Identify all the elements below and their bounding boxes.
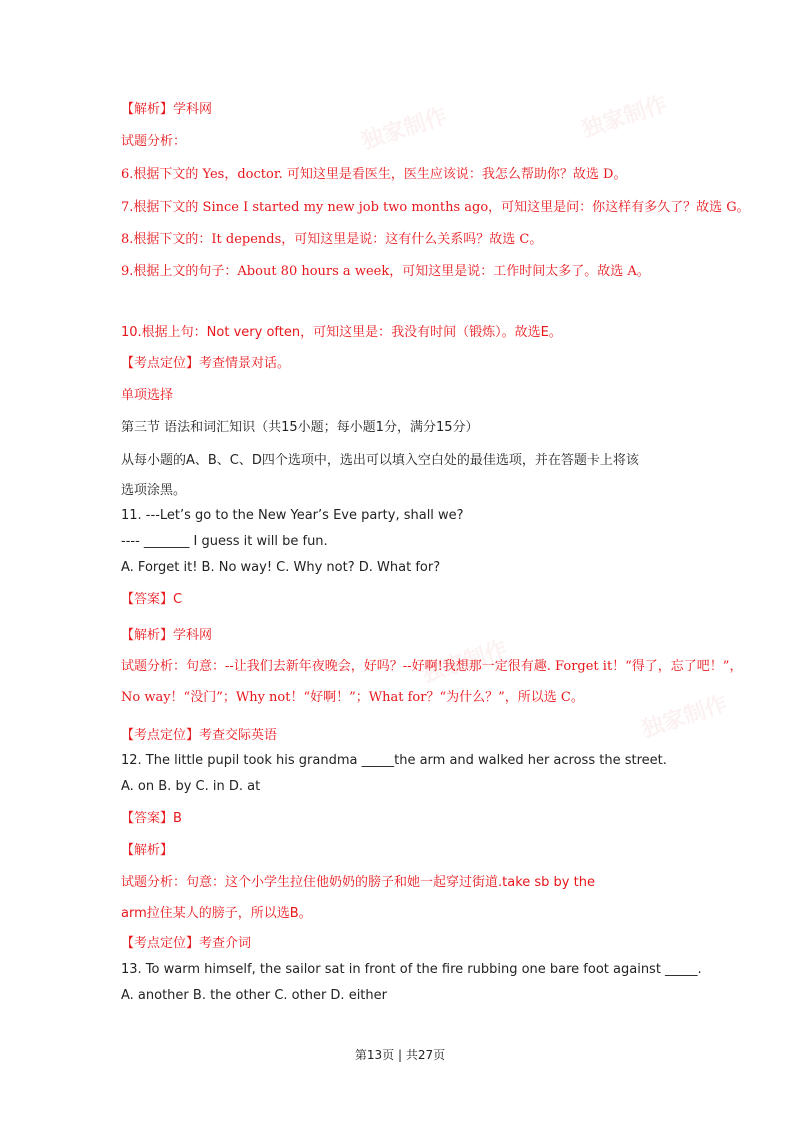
analysis-heading: 【解析】 bbox=[121, 843, 174, 858]
instructions-line-2: 选项涂黑。 bbox=[121, 483, 187, 498]
analysis-12-line-2: arm拉住某人的膀子，所以选B。 bbox=[121, 906, 312, 921]
watermark: 独家制作 bbox=[358, 103, 451, 155]
instructions-line-1: 从每小题的A、B、C、D四个选项中，选出可以填入空白处的最佳选项，并在答题卡上将该 bbox=[121, 453, 639, 468]
analysis-item-10: 10.根据上句：Not very often，可知这里是：我没有时间（锻炼）。故选E。 bbox=[121, 325, 562, 340]
question-11-options: A. Forget it! B. No way! C. Why not? D. What for? bbox=[121, 560, 441, 575]
analysis-item-7: 7.根据下文的 Since I started my new job two months ago，可知这里是问：你这样有多久了？故选 G。 bbox=[121, 200, 750, 215]
question-13-options: A. another B. the other C. other D. either bbox=[121, 988, 387, 1003]
analysis-label: 试题分析： bbox=[121, 134, 187, 149]
analysis-11-line-2: No way！“没门”；Why not！“好啊！”；What for？“为什么？”，所以选 C。 bbox=[121, 690, 584, 705]
question-13: 13. To warm himself, the sailor sat in front of the fire rubbing one bare foot against _____. bbox=[121, 962, 702, 977]
analysis-heading: 【解析】学科网 bbox=[121, 102, 213, 117]
answer-11: 【答案】C bbox=[121, 592, 183, 607]
question-12-options: A. on B. by C. in D. at bbox=[121, 779, 261, 794]
answer-12: 【答案】B bbox=[121, 811, 182, 826]
section-title: 单项选择 bbox=[121, 388, 174, 403]
analysis-item-8: 8.根据下文的：It depends，可知这里是说：这有什么关系吗？故选 C。 bbox=[121, 232, 543, 247]
question-11-reply: ---- _______ I guess it will be fun. bbox=[121, 534, 328, 549]
key-point-12: 【考点定位】考查介词 bbox=[121, 936, 252, 951]
key-point-11: 【考点定位】考查交际英语 bbox=[121, 728, 278, 743]
watermark: 独家制作 bbox=[638, 691, 731, 743]
question-12: 12. The little pupil took his grandma _____the arm and walked her across the street. bbox=[121, 753, 667, 768]
watermark: 独家制作 bbox=[418, 636, 511, 688]
analysis-item-6: 6.根据下文的 Yes，doctor. 可知这里是看医生，医生应该说：我怎么帮助你？故选 D。 bbox=[121, 167, 627, 182]
analysis-heading: 【解析】学科网 bbox=[121, 628, 213, 643]
key-point-1: 【考点定位】考查情景对话。 bbox=[121, 356, 291, 371]
page-footer: 第13页 | 共27页 bbox=[354, 1048, 446, 1062]
analysis-11-line-1: 试题分析：句意：--让我们去新年夜晚会，好吗？--好啊!我想那一定很有趣. Forget it！“得了，忘了吧！”， bbox=[121, 659, 743, 674]
watermark: 独家制作 bbox=[578, 91, 671, 143]
question-11: 11. ---Let’s go to the New Year’s Eve party, shall we? bbox=[121, 508, 464, 523]
analysis-12-line-1: 试题分析：句意：这个小学生拉住他奶奶的膀子和她一起穿过街道.take sb by the bbox=[121, 875, 595, 890]
section-heading: 第三节 语法和词汇知识（共15小题；每小题1分，满分15分） bbox=[121, 420, 479, 435]
analysis-item-9: 9.根据上文的句子：About 80 hours a week，可知这里是说：工作时间太多了。故选 A。 bbox=[121, 264, 650, 279]
